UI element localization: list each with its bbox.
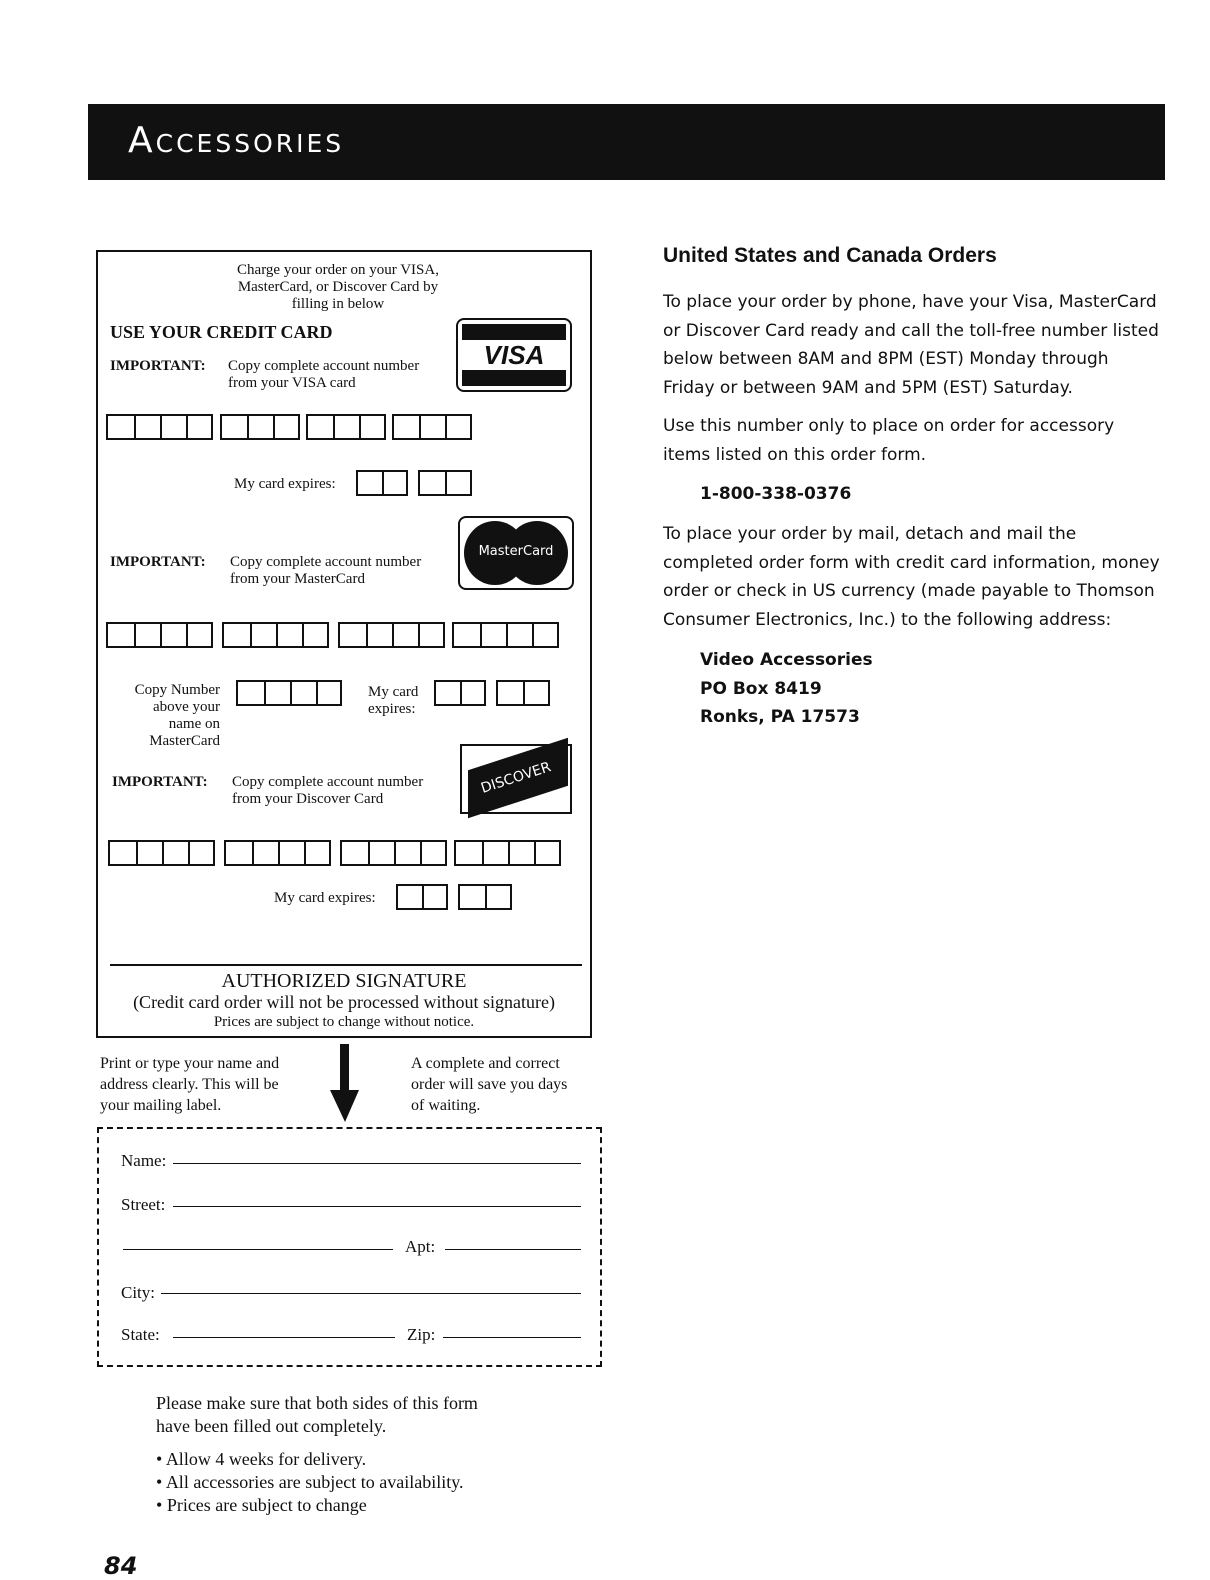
discover-expires-year[interactable] [458, 884, 512, 910]
visa-expires-year[interactable] [418, 470, 472, 496]
cc-heading: USE YOUR CREDIT CARD [110, 322, 333, 342]
visa-number-group-4[interactable] [392, 414, 472, 440]
zip-label: Zip: [407, 1325, 436, 1344]
number-usage-paragraph: Use this number only to place on order for accessory items listed on this order form. [663, 416, 1115, 465]
apt-input-line[interactable] [445, 1249, 581, 1250]
discover-number-group-3[interactable] [340, 840, 447, 866]
mail-order-paragraph: To place your order by mail, detach and mail the completed order form with credit card information, money order or check in US currency (made payable to Thomson Consumer Electronics, Inc.) to the following address: [663, 524, 1160, 630]
signature-title: AUTHORIZED SIGNATURE [221, 970, 467, 992]
discover-number-group-2[interactable] [224, 840, 331, 866]
section-title: Accessories [128, 120, 345, 161]
mastercard-copy-number-note: Copy Number above your name on MasterCard [134, 682, 220, 749]
list-item: • Allow 4 weeks for delivery. [156, 1449, 367, 1469]
street-line-2[interactable] [123, 1249, 393, 1250]
credit-card-box [96, 250, 592, 1038]
mastercard-instruction: Copy complete account number from your MasterCard [230, 554, 422, 587]
list-item: • All accessories are subject to availability. [156, 1472, 464, 1492]
state-label: State: [121, 1325, 160, 1344]
discover-important-label: IMPORTANT: [112, 774, 208, 790]
completion-note: Please make sure that both sides of this form have been filled out completely. [156, 1393, 478, 1436]
street-input-line[interactable] [173, 1206, 581, 1207]
discover-number-group-4[interactable] [454, 840, 561, 866]
state-input-line[interactable] [173, 1337, 395, 1338]
list-item: • Prices are subject to change [156, 1495, 367, 1515]
discover-instruction: Copy complete account number from your Discover Card [232, 774, 424, 807]
street-label: Street: [121, 1195, 166, 1214]
mastercard-number-group-1[interactable] [106, 622, 213, 648]
apt-label: Apt: [405, 1237, 436, 1256]
mailing-label-box [97, 1127, 602, 1367]
mastercard-number-group-3[interactable] [338, 622, 445, 648]
down-arrow-icon [330, 1044, 360, 1124]
mastercard-name-number[interactable] [236, 680, 342, 706]
mastercard-number-group-4[interactable] [452, 622, 559, 648]
discover-expires-month[interactable] [396, 884, 448, 910]
phone-order-paragraph: To place your order by phone, have your Visa, MasterCard or Discover Card ready and call the toll-free number listed below between 8AM and 8PM (EST) Monday through Friday or between 9AM and 5PM (EST) Saturday. [663, 292, 1159, 398]
city-input-line[interactable] [161, 1293, 581, 1294]
discover-expires-label: My card expires: [274, 890, 376, 906]
prices-note: Prices are subject to change without notice. [213, 1014, 475, 1030]
visa-expires-month[interactable] [356, 470, 408, 496]
visa-logo: VISA [456, 318, 572, 392]
page-number: 84 [104, 1552, 138, 1580]
visa-important-label: IMPORTANT: [110, 358, 206, 374]
zip-input-line[interactable] [443, 1337, 581, 1338]
mastercard-expires-label: My card expires: [368, 684, 419, 717]
cc-intro: Charge your order on your VISA, MasterCard, or Discover Card by filling in below [237, 262, 439, 312]
visa-number-group-3[interactable] [306, 414, 386, 440]
name-input-line[interactable] [173, 1163, 581, 1164]
section-header [88, 104, 1165, 180]
name-label: Name: [121, 1151, 167, 1170]
visa-expires-label: My card expires: [234, 476, 336, 492]
mailing-right-note: A complete and correct order will save you days of waiting. [411, 1055, 568, 1114]
visa-number-group-2[interactable] [220, 414, 300, 440]
mastercard-expires-month[interactable] [434, 680, 486, 706]
signature-note: (Credit card order will not be processed without signature) [133, 992, 555, 1012]
mastercard-logo: MasterCard [458, 516, 574, 590]
discover-logo: DISCOVER [460, 744, 572, 814]
visa-number-group-1[interactable] [106, 414, 213, 440]
mailing-address: Video Accessories PO Box 8419 Ronks, PA 17573 [700, 650, 873, 727]
mailing-left-note: Print or type your name and address clearly. This will be your mailing label. [100, 1055, 280, 1114]
mastercard-number-group-2[interactable] [222, 622, 329, 648]
visa-instruction: Copy complete account number from your VISA card [228, 358, 420, 391]
mastercard-important-label: IMPORTANT: [110, 554, 206, 570]
discover-number-group-1[interactable] [108, 840, 215, 866]
phone-number: 1-800-338-0376 [700, 484, 852, 504]
city-label: City: [121, 1283, 156, 1302]
mastercard-expires-year[interactable] [496, 680, 550, 706]
notes-list [156, 1448, 464, 1517]
signature-line[interactable] [110, 964, 582, 966]
orders-heading: United States and Canada Orders [663, 244, 997, 267]
